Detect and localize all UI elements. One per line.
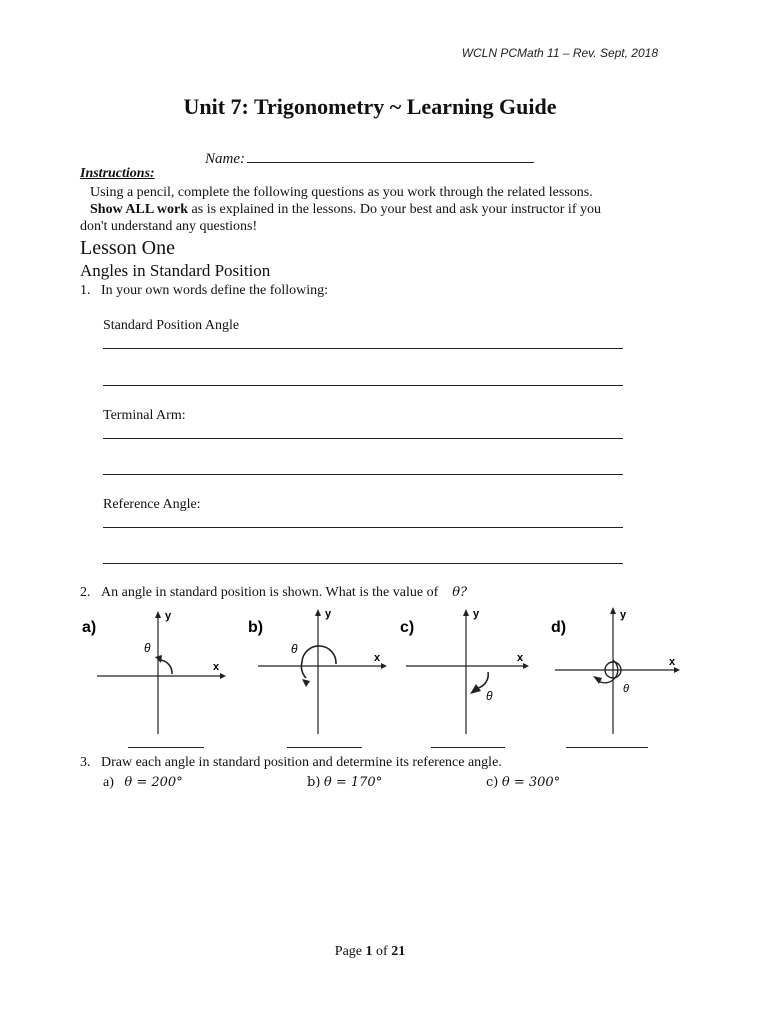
part-b-label: b): [307, 775, 321, 790]
question-3-part-a: [103, 775, 183, 791]
question-3-text: Draw each angle in standard position and determine its reference angle.: [101, 755, 502, 770]
diagram-panel-c: [398, 608, 538, 736]
part-b-expression: θ = 170°: [323, 775, 383, 790]
diagram-panel-b: [246, 608, 396, 736]
answer-line[interactable]: [103, 385, 623, 386]
question-1: [80, 283, 328, 299]
panel-c-theta: θ: [486, 689, 493, 703]
footer-middle: of: [372, 944, 392, 959]
answer-line[interactable]: [103, 474, 623, 475]
term-reference-angle: Reference Angle:: [103, 497, 201, 512]
panel-c-y-label: y: [473, 608, 480, 620]
instructions-line-2-rest: as is explained in the lessons. Do your best and ask your instructor if you: [188, 202, 601, 217]
answer-line[interactable]: [103, 563, 623, 564]
panel-c-letter: c): [400, 619, 415, 636]
instructions-line-3: don't understand any questions!: [80, 219, 258, 234]
panel-a-theta: θ: [144, 641, 151, 655]
angle-diagram-d: [549, 604, 689, 736]
footer-total-pages: 21: [391, 944, 406, 959]
answer-blank-a[interactable]: [128, 747, 204, 748]
diagram-panel-a: [82, 608, 232, 736]
instructions-heading: Instructions:: [80, 166, 155, 181]
header-course-revision: WCLN PCMath 11 – Rev. Sept, 2018: [461, 46, 658, 60]
panel-b-x-label: x: [374, 652, 381, 664]
panel-d-letter: d): [551, 619, 567, 636]
name-blank-line[interactable]: [247, 148, 534, 163]
footer-page-number: 1: [365, 944, 373, 959]
question-3-number: 3.: [80, 755, 91, 770]
part-c-expression: θ = 300°: [501, 775, 561, 790]
footer-prefix: Page: [334, 944, 366, 959]
question-2-theta: θ?: [452, 585, 468, 600]
answer-line[interactable]: [103, 527, 623, 528]
instructions-line-2: [80, 201, 660, 218]
question-1-text: In your own words define the following:: [101, 283, 329, 298]
diagram-panel-d: [549, 604, 689, 736]
answer-blank-d[interactable]: [566, 747, 648, 748]
part-c-label: c): [486, 775, 499, 790]
angle-diagram-c: [398, 608, 538, 736]
lesson-heading: Lesson One: [80, 237, 175, 259]
question-2-text: An angle in standard position is shown. What is the value of: [101, 585, 439, 600]
name-field-row: [205, 148, 534, 168]
term-standard-position-angle: Standard Position Angle: [103, 318, 240, 333]
question-3-part-b: [307, 775, 382, 791]
angle-diagram-a: [82, 608, 232, 736]
question-2-number: 2.: [80, 585, 91, 600]
answer-blank-c[interactable]: [431, 747, 505, 748]
panel-a-letter: a): [82, 619, 97, 636]
question-1-number: 1.: [80, 283, 91, 298]
panel-d-y-label: y: [620, 609, 627, 621]
answer-line[interactable]: [103, 348, 623, 349]
question-3: [80, 755, 502, 771]
answer-line[interactable]: [103, 438, 623, 439]
panel-d-x-label: x: [669, 656, 676, 668]
panel-b-y-label: y: [325, 608, 332, 620]
name-label: Name:: [205, 151, 245, 167]
panel-a-x-label: x: [213, 661, 220, 673]
term-terminal-arm: Terminal Arm:: [103, 408, 186, 423]
question-3-part-c: [486, 775, 560, 791]
instructions-body: [80, 184, 660, 235]
panel-b-letter: b): [248, 619, 264, 636]
part-a-expression: θ = 200°: [124, 775, 183, 790]
answer-blank-b[interactable]: [287, 747, 362, 748]
instructions-emphasis: Show ALL work: [90, 202, 189, 217]
lesson-subheading: Angles in Standard Position: [80, 261, 271, 280]
panel-c-x-label: x: [517, 652, 524, 664]
panel-b-theta: θ: [291, 642, 298, 656]
panel-a-y-label: y: [165, 610, 172, 622]
page-footer: [0, 944, 740, 960]
part-a-label: a): [103, 775, 114, 790]
page-title: Unit 7: Trigonometry ~ Learning Guide: [183, 94, 557, 119]
panel-d-theta: θ: [623, 683, 629, 695]
instructions-line-1: Using a pencil, complete the following questions as you work through the related lessons.: [90, 185, 593, 200]
question-2: [80, 585, 467, 601]
angle-diagram-b: [246, 608, 396, 736]
